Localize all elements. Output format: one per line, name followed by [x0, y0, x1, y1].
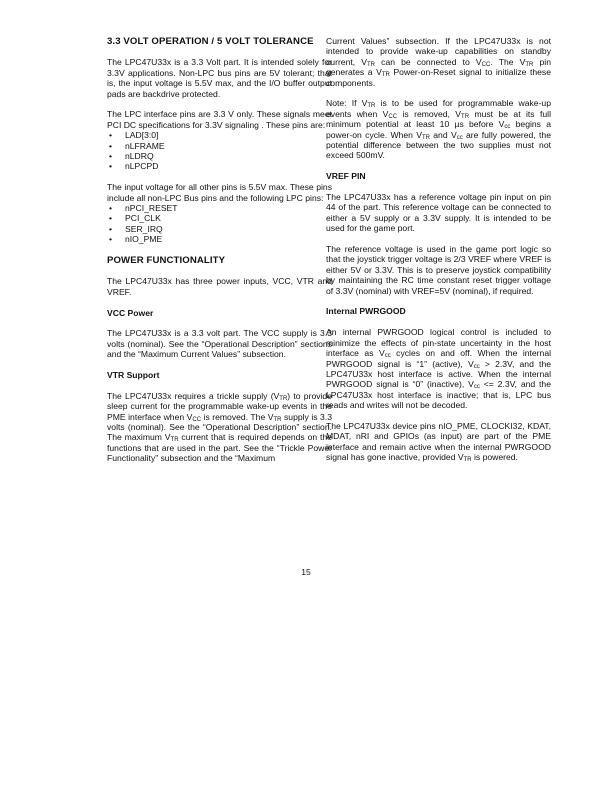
list-item: • LAD[3:0] [125, 130, 332, 140]
subsection-title-vcc-power: VCC Power [107, 307, 154, 318]
list-item: • PCI_CLK [125, 213, 332, 223]
paragraph: Note: If $V_{TR}$ is to be used for programmable wake-up events when $V_{CC}$ is removed, $V_{TR}$ must be at its full minimum potential at least 10 µs before $V_{cc}$ begins a power-on cycle. When $V_{TR}$ and $V_{cc}$ are fully powered, the potential difference between the two supplies must not exceed 500mV. [326, 98, 551, 161]
paragraph: The input voltage for all other pins is 5.5V max. These pins include all non-LPC Bus pins and the following LPC pins: [107, 182, 332, 203]
right-column [326, 36, 551, 473]
subsection-title-internal-pwrgood: Internal PWRGOOD [326, 306, 406, 317]
lpc-5v-pin-list [107, 203, 332, 245]
section-title-power-functionality: POWER FUNCTIONALITY [107, 255, 226, 267]
list-item: • nLDRQ [125, 151, 332, 161]
paragraph: An internal PWRGOOD logical control is included to minimize the effects of pin-state uncertainty in the host interface as $V_{cc}$ cycles on and off. When the internal PWRGOOD signal is “1” (active), $V_{cc} > 2.3V$, and the LPC47U33x host interface is active. When the internal PWRGOOD signal is “0” (inactive), $V_{cc} <= 2.3V$, and the LPC47U33x host interface is inactive; that is, LPC bus reads and writes will not be decoded. [326, 327, 552, 411]
subsection-title-vtr-support: VTR Support [107, 370, 160, 381]
list-item: • nIO_PME [125, 234, 332, 244]
paragraph: The reference voltage is used in the game port logic so that the joystick trigger voltage is 2/3 VREF where VREF is either 5V or 3.3V. This is to preserve joystick compatibility by maintaining the RC time constant reset trigger voltage of 3.3V (nominal) with VREF=5V (nominal), if required. [326, 244, 551, 296]
page-number: 15 [301, 567, 311, 577]
paragraph: The LPC47U33x has three power inputs, VCC, VTR and VREF. [107, 276, 332, 297]
section-title-3v3-operation: 3.3 VOLT OPERATION / 5 VOLT TOLERANCE [107, 36, 314, 47]
subsection-title-vref-pin: VREF PIN [326, 171, 366, 182]
paragraph: The LPC47U33x has a reference voltage pin input on pin 44 of the part. This reference voltage can be connected to either a 5V supply or a 3.3V supply. It is intended to be used for the game port. [326, 192, 551, 234]
list-item: • nLFRAME [125, 141, 332, 151]
left-column [107, 36, 332, 474]
list-item: • nPCI_RESET [125, 203, 332, 213]
paragraph: Current Values” subsection. If the LPC47U33x is not intended to provide wake-up capabilities on standby current, $V_{TR}$ can be connected to $V_{CC}$. The $V_{TR}$ pin generates a $V_{TR}$ Power-on-Reset signal to initialize these components. [326, 36, 551, 88]
paragraph: The LPC interface pins are 3.3 V only. These signals meet PCI DC specifications for 3.3V signaling . These pins are: [107, 109, 332, 130]
paragraph: The LPC47U33x device pins nIO_PME, CLOCKI32, KDAT, MDAT, nRI and GPIOs (as input) are part of the PME interface and remain active when the internal PWRGOOD signal has gone inactive, provided $V_{TR}$ is powered. [326, 420, 551, 464]
paragraph: The LPC47U33x is a 3.3 Volt part. It is intended solely for 3.3V applications. Non-LPC bus pins are 5V tolerant; that is, the input voltage is 5.5V max, and the I/O buffer output pads are backdrive protected. [107, 57, 332, 99]
paragraph: The LPC47U33x requires a trickle supply $(V_{TR})$ to provide sleep current for the programmable wake-up events in the PME interface when $V_{CC}$ is removed. The $V_{TR}$ supply is 3.3 volts (nominal). See the “Operational Description” section. The maximum $V_{TR}$ current that is required depends on the functions that are used in the part. See the “Trickle Power Functionality” subsection and the “Maximum [107, 390, 332, 464]
list-item: • nLPCPD [125, 161, 332, 171]
lpc-pin-list [107, 130, 332, 172]
paragraph: The LPC47U33x is a 3.3 volt part. The VCC supply is 3.3 volts (nominal). See the “Operational Description” sections and the “Maximum Current Values” subsection. [107, 328, 332, 360]
list-item: • SER_IRQ [125, 224, 332, 234]
